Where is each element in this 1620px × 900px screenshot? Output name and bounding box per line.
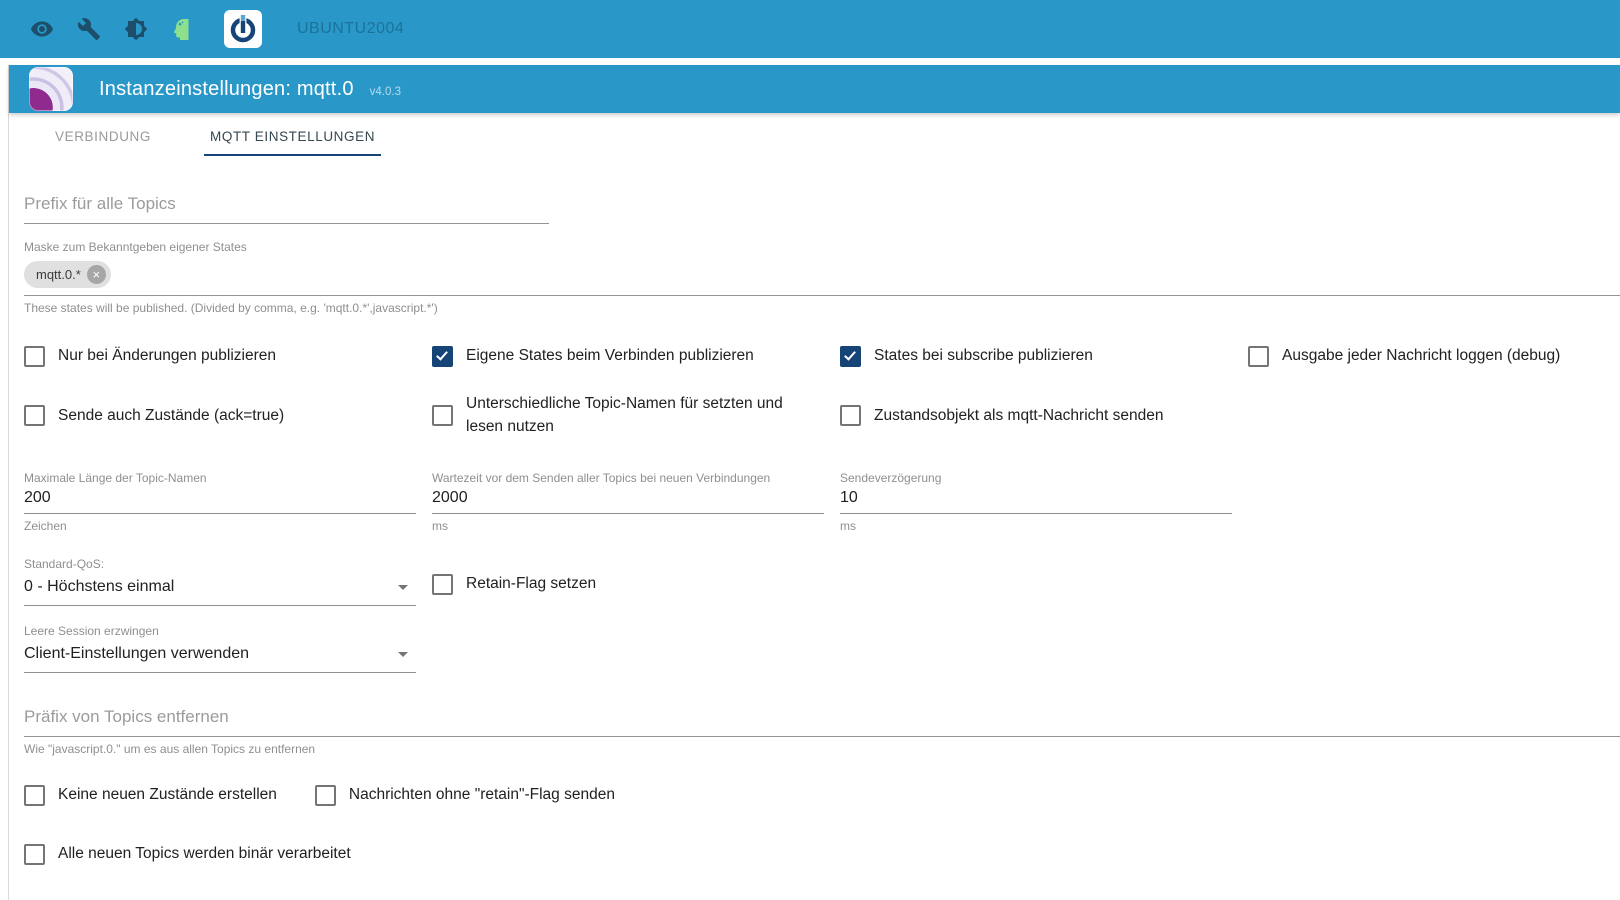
field-label: Sendeverzögerung — [840, 471, 942, 486]
chevron-down-icon — [398, 585, 408, 590]
checkbox-box — [432, 574, 453, 595]
checkbox-publish-on-connect[interactable] — [432, 345, 840, 367]
checkbox-retain-flag[interactable] — [432, 573, 596, 595]
brightness-icon[interactable] — [124, 17, 148, 41]
mqtt-adapter-icon — [29, 67, 73, 111]
app-bar — [0, 0, 1620, 58]
field-unit: ms — [432, 519, 448, 534]
checkbox-label: States bei subscribe publizieren — [874, 347, 1093, 364]
checkbox-binary-topics[interactable] — [24, 843, 351, 865]
checkbox-no-create-states[interactable] — [24, 784, 277, 806]
checkbox-debug-log[interactable] — [1248, 345, 1620, 367]
max-topic-length-field — [24, 458, 416, 533]
eye-icon[interactable] — [30, 17, 54, 41]
field-label: Wartezeit vor dem Senden aller Topics bei neuen Verbindungen — [432, 471, 771, 486]
iobroker-logo[interactable] — [224, 10, 262, 48]
selected-option: Client-Einstellungen verwenden — [24, 645, 250, 663]
tab-mqtt-einstellungen[interactable]: MQTT EINSTELLUNGEN — [204, 129, 381, 156]
checkbox-box — [24, 785, 45, 806]
default-qos-select[interactable] — [24, 578, 416, 606]
remove-prefix-field — [24, 707, 1620, 756]
field-label: Standard-QoS: — [24, 557, 105, 572]
retain-flag-wrap — [432, 573, 840, 600]
send-interval-field — [432, 458, 824, 533]
send-interval-input[interactable]: 2000 — [432, 489, 824, 514]
mask-chip-input[interactable] — [24, 261, 1620, 296]
field-label: Maximale Länge der Topic-Namen — [24, 471, 207, 486]
checkbox-publish-on-subscribe[interactable] — [840, 345, 1248, 367]
checkbox-box — [24, 346, 45, 367]
send-delay-field — [840, 458, 1232, 533]
checkbox-box — [840, 405, 861, 426]
hostname-label: UBUNTU2004 — [297, 20, 405, 37]
checkbox-box — [1248, 346, 1269, 367]
dialog-titlebar — [9, 65, 1620, 113]
checkbox-row-2 — [24, 393, 1620, 438]
clean-session-select-field — [24, 624, 416, 673]
checkbox-row-1 — [24, 345, 1620, 367]
remove-prefix-input[interactable]: Präfix von Topics entfernen — [24, 707, 1620, 737]
chip-delete-icon[interactable] — [87, 265, 106, 284]
mask-helper: These states will be published. (Divided by comma, e.g. 'mqtt.0.*',javascript.*') — [24, 301, 438, 315]
checkbox-extra-set-topic[interactable] — [432, 393, 840, 438]
expert-mode-icon[interactable] — [171, 17, 195, 41]
checkbox-label: Zustandsobjekt als mqtt-Nachricht senden — [874, 406, 1164, 424]
mask-chip-label: mqtt.0.* — [36, 267, 81, 282]
checkbox-label: Retain-Flag setzen — [466, 575, 597, 593]
field-label: Leere Session erzwingen — [24, 624, 159, 639]
checkbox-label: Unterschiedliche Topic-Namen für setzten und lesen nutzen — [466, 395, 783, 435]
checkbox-box — [24, 844, 45, 865]
checkbox-label: Eigene States beim Verbinden publizieren — [466, 347, 754, 364]
settings-tabs — [9, 113, 1620, 156]
mask-chip — [24, 261, 111, 288]
checkbox-box — [24, 405, 45, 426]
selected-option: 0 - Höchstens einmal — [24, 578, 175, 596]
checkbox-label: Keine neuen Zustände erstellen — [58, 786, 277, 804]
chevron-down-icon — [398, 652, 408, 657]
field-unit: Zeichen — [24, 519, 67, 534]
instance-settings-dialog — [8, 65, 1620, 900]
checkbox-box — [840, 346, 861, 367]
checkbox-send-state-object[interactable] — [840, 393, 1248, 438]
checkbox-row-3 — [24, 784, 1620, 806]
max-topic-length-input[interactable]: 200 — [24, 489, 416, 514]
checkbox-label: Ausgabe jeder Nachricht loggen (debug) — [1282, 347, 1561, 364]
qos-row — [24, 557, 1620, 606]
checkbox-send-ack[interactable] — [24, 393, 432, 438]
checkbox-publish-onchange[interactable] — [24, 345, 432, 367]
send-delay-input[interactable]: 10 — [840, 489, 1232, 514]
checkbox-no-retain-flag[interactable] — [315, 784, 615, 806]
checkbox-label: Sende auch Zustände (ack=true) — [58, 406, 285, 424]
checkbox-box — [432, 405, 453, 426]
tab-verbindung[interactable]: VERBINDUNG — [55, 129, 152, 144]
prefix-input[interactable]: Prefix für alle Topics — [24, 194, 549, 224]
settings-form — [9, 194, 1620, 900]
prefix-field — [24, 194, 549, 224]
mask-field — [24, 240, 1620, 315]
checkbox-label: Nachrichten ohne "retain"-Flag senden — [348, 786, 615, 804]
clean-session-select[interactable] — [24, 645, 416, 673]
checkbox-box — [432, 346, 453, 367]
remove-prefix-helper: Wie "javascript.0." um es aus allen Topics zu entfernen — [24, 742, 316, 757]
field-unit: ms — [840, 519, 856, 534]
checkbox-label: Alle neuen Topics werden binär verarbeitet — [58, 844, 351, 862]
dialog-title: Instanzeinstellungen: mqtt.0 — [99, 77, 354, 100]
mask-label: Maske zum Bekanntgeben eigener States — [24, 240, 247, 254]
checkbox-box — [315, 785, 336, 806]
checkbox-label: Nur bei Änderungen publizieren — [58, 347, 277, 364]
wrench-icon[interactable] — [77, 17, 101, 41]
number-fields-row — [24, 458, 1620, 533]
checkbox-row-4 — [24, 843, 1620, 900]
default-qos-select-field — [24, 557, 416, 606]
adapter-version: v4.0.3 — [369, 85, 401, 98]
